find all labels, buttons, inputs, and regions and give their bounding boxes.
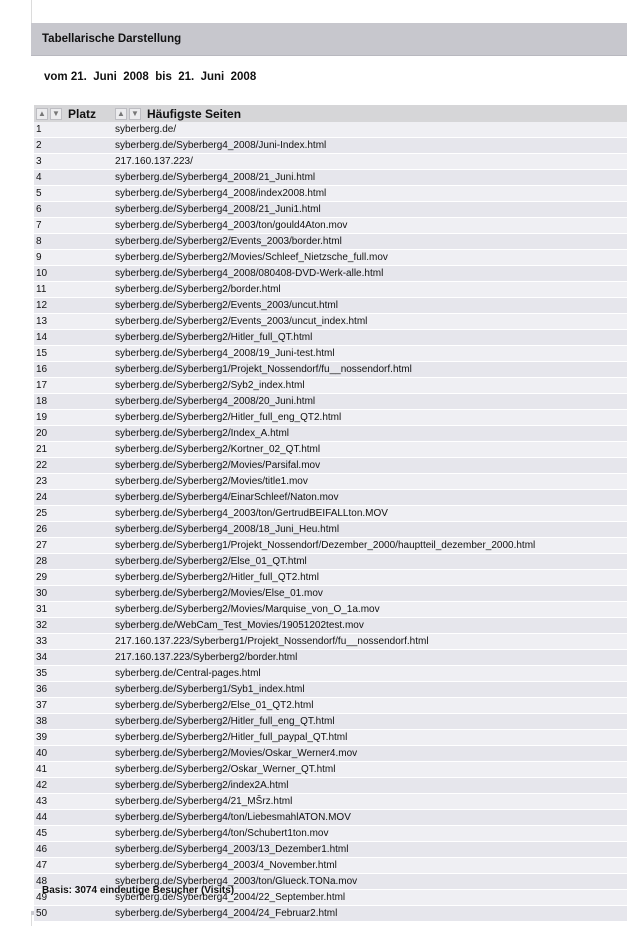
- rank-cell: 30: [36, 588, 48, 599]
- table-row: [34, 474, 627, 490]
- rank-cell: 43: [36, 796, 48, 807]
- rank-cell: 10: [36, 268, 48, 279]
- page-url-cell: syberberg.de/Syberberg2/Else_01_QT.html: [115, 556, 307, 567]
- table-row: [34, 762, 627, 778]
- page-url-cell: syberberg.de/Syberberg2/Events_2003/border.html: [115, 236, 342, 247]
- table-row: [34, 298, 627, 314]
- rank-cell: 33: [36, 636, 48, 647]
- rank-cell: 42: [36, 780, 48, 791]
- table-row: [34, 554, 627, 570]
- page-url-cell: syberberg.de/Syberberg2/Kortner_02_QT.html: [115, 444, 321, 455]
- table-row: [34, 442, 627, 458]
- sort-descending-icon[interactable]: ▼: [50, 108, 62, 120]
- table-row: [34, 330, 627, 346]
- top-pages-table: [34, 105, 627, 922]
- page-url-cell: 217.160.137.223/: [115, 156, 193, 167]
- rank-cell: 36: [36, 684, 48, 695]
- table-row: [34, 858, 627, 874]
- rank-cell: 11: [36, 284, 47, 295]
- page-url-cell: syberberg.de/Syberberg2/Syb2_index.html: [115, 380, 305, 391]
- panel-header: [31, 23, 627, 56]
- stats-panel: [31, 23, 627, 919]
- table-row: [34, 634, 627, 650]
- rank-cell: 27: [36, 540, 48, 551]
- page-url-cell: syberberg.de/Syberberg1/Projekt_Nossendorf/fu__nossendorf.html: [115, 364, 412, 375]
- page-url-cell: syberberg.de/Syberberg4_2008/21_Juni.html: [115, 172, 316, 183]
- page-url-cell: syberberg.de/Syberberg2/Movies/Parsifal.mov: [115, 460, 321, 471]
- table-body: [34, 122, 627, 922]
- left-margin: [0, 0, 32, 926]
- page-url-cell: syberberg.de/Syberberg4/ton/Schubert1ton.mov: [115, 828, 329, 839]
- table-row: [34, 586, 627, 602]
- rank-cell: 8: [36, 236, 42, 247]
- page-url-cell: syberberg.de/Syberberg4_2003/ton/gould4Aton.mov: [115, 220, 348, 231]
- page-url-cell: syberberg.de/Syberberg4_2003/ton/Glueck.TONa.mov: [115, 876, 358, 887]
- rank-cell: 37: [36, 700, 48, 711]
- table-row: [34, 506, 627, 522]
- table-row: [34, 346, 627, 362]
- rank-cell: 12: [36, 300, 48, 311]
- page-url-cell: syberberg.de/Syberberg4_2008/index2008.html: [115, 188, 327, 199]
- rank-cell: 49: [36, 892, 48, 903]
- rank-cell: 16: [36, 364, 48, 375]
- table-row: [34, 778, 627, 794]
- table-row: [34, 154, 627, 170]
- rank-cell: 48: [36, 876, 48, 887]
- table-row: [34, 314, 627, 330]
- page-url-cell: syberberg.de/Syberberg4/21_MŠrz.html: [115, 796, 293, 807]
- rank-cell: 34: [36, 652, 48, 663]
- table-row: [34, 826, 627, 842]
- table-row: [34, 122, 627, 138]
- rank-cell: 26: [36, 524, 48, 535]
- page-url-cell: syberberg.de/Syberberg4/EinarSchleef/Naton.mov: [115, 492, 339, 503]
- rank-cell: 31: [36, 604, 48, 615]
- rank-cell: 28: [36, 556, 48, 567]
- col-header-platz-label: Platz: [68, 106, 97, 121]
- panel-body: [31, 56, 627, 919]
- rank-cell: 24: [36, 492, 48, 503]
- table-row: [34, 794, 627, 810]
- table-row: [34, 362, 627, 378]
- page-url-cell: syberberg.de/WebCam_Test_Movies/19051202test.mov: [115, 620, 364, 631]
- rank-cell: 5: [36, 188, 42, 199]
- rank-cell: 22: [36, 460, 48, 471]
- table-row: [34, 490, 627, 506]
- page-url-cell: syberberg.de/Syberberg4_2003/13_Dezember1.html: [115, 844, 349, 855]
- panel-title: Tabellarische Darstellung: [42, 33, 182, 45]
- rank-cell: 7: [36, 220, 42, 231]
- page-url-cell: syberberg.de/Syberberg4_2008/20_Juni.html: [115, 396, 316, 407]
- page-url-cell: syberberg.de/Syberberg2/Movies/Marquise_von_O_1a.mov: [115, 604, 380, 615]
- table-row: [34, 570, 627, 586]
- rank-cell: 21: [36, 444, 48, 455]
- page-url-cell: syberberg.de/Syberberg1/Projekt_Nossendorf/Dezember_2000/hauptteil_dezember_2000.html: [115, 540, 536, 551]
- table-row: [34, 186, 627, 202]
- table-row: [34, 458, 627, 474]
- rank-cell: 4: [36, 172, 42, 183]
- pages-sort-controls: [115, 108, 141, 120]
- page-url-cell: syberberg.de/Syberberg4_2008/19_Juni-test.html: [115, 348, 335, 359]
- page-url-cell: syberberg.de/: [115, 124, 177, 135]
- page-url-cell: syberberg.de/Syberberg1/Syb1_index.html: [115, 684, 305, 695]
- page-url-cell: syberberg.de/Syberberg4_2008/Juni-Index.html: [115, 140, 327, 151]
- table-row: [34, 730, 627, 746]
- page-url-cell: syberberg.de/Syberberg2/Hitler_full_QT2.html: [115, 572, 319, 583]
- table-row: [34, 138, 627, 154]
- page-url-cell: 217.160.137.223/Syberberg1/Projekt_Nossendorf/fu__nossendorf.html: [115, 636, 429, 647]
- table-row: [34, 602, 627, 618]
- table-row: [34, 810, 627, 826]
- rank-cell: 2: [36, 140, 42, 151]
- rank-cell: 44: [36, 812, 48, 823]
- page-url-cell: syberberg.de/Syberberg2/Movies/Oskar_Werner4.mov: [115, 748, 358, 759]
- rank-cell: 6: [36, 204, 42, 215]
- platz-sort-controls: [36, 108, 62, 120]
- page-url-cell: syberberg.de/Syberberg2/Events_2003/uncut_index.html: [115, 316, 368, 327]
- table-row: [34, 650, 627, 666]
- rank-cell: 38: [36, 716, 48, 727]
- table-row: [34, 522, 627, 538]
- rank-cell: 20: [36, 428, 48, 439]
- rank-cell: 50: [36, 908, 48, 919]
- rank-cell: 15: [36, 348, 48, 359]
- rank-cell: 19: [36, 412, 48, 423]
- basis-note: Basis: 3074 eindeutige Besucher (Visits): [42, 885, 235, 896]
- table-row: [34, 170, 627, 186]
- page-url-cell: syberberg.de/Syberberg2/Hitler_full_eng_QT2.html: [115, 412, 342, 423]
- sort-ascending-icon[interactable]: ▲: [115, 108, 127, 120]
- rank-cell: 3: [36, 156, 42, 167]
- table-row: [34, 426, 627, 442]
- table-row: [34, 394, 627, 410]
- table-row: [34, 218, 627, 234]
- rank-cell: 25: [36, 508, 48, 519]
- table-row: [34, 410, 627, 426]
- table-row: [34, 250, 627, 266]
- table-row: [34, 618, 627, 634]
- page-url-cell: syberberg.de/Syberberg4_2008/080408-DVD-Werk-alle.html: [115, 268, 384, 279]
- page-url-cell: syberberg.de/Syberberg2/border.html: [115, 284, 281, 295]
- rank-cell: 45: [36, 828, 48, 839]
- rank-cell: 23: [36, 476, 48, 487]
- table-row: [34, 266, 627, 282]
- page-url-cell: syberberg.de/Syberberg4_2008/21_Juni1.html: [115, 204, 321, 215]
- page-url-cell: syberberg.de/Syberberg4_2004/24_Februar2.html: [115, 908, 338, 919]
- page-url-cell: syberberg.de/Syberberg4/ton/LiebesmahlATON.MOV: [115, 812, 351, 823]
- table-row: [34, 682, 627, 698]
- table-row: [34, 842, 627, 858]
- page-url-cell: syberberg.de/Syberberg2/Hitler_full_QT.html: [115, 332, 313, 343]
- rank-cell: 40: [36, 748, 48, 759]
- page-url-cell: syberberg.de/Syberberg2/Oskar_Werner_QT.html: [115, 764, 336, 775]
- page-url-cell: syberberg.de/Syberberg2/index2A.html: [115, 780, 289, 791]
- table-row: [34, 698, 627, 714]
- table-row: [34, 746, 627, 762]
- page-url-cell: syberberg.de/Syberberg2/Hitler_full_eng_QT.html: [115, 716, 335, 727]
- rank-cell: 46: [36, 844, 48, 855]
- rank-cell: 13: [36, 316, 48, 327]
- page-url-cell: syberberg.de/Syberberg4_2004/22_September.html: [115, 892, 346, 903]
- col-header-pages-label: Häufigste Seiten: [147, 106, 242, 121]
- col-header-pages: [115, 107, 241, 121]
- sort-ascending-icon[interactable]: ▲: [36, 108, 48, 120]
- table-row: [34, 282, 627, 298]
- table-header: [34, 105, 627, 122]
- col-header-platz: [34, 107, 115, 121]
- rank-cell: 35: [36, 668, 48, 679]
- page-url-cell: syberberg.de/Syberberg2/Movies/title1.mov: [115, 476, 308, 487]
- page-url-cell: syberberg.de/Syberberg4_2003/ton/GertrudBEIFALLton.MOV: [115, 508, 388, 519]
- rank-cell: 29: [36, 572, 48, 583]
- table-row: [34, 202, 627, 218]
- page-url-cell: syberberg.de/Syberberg2/Events_2003/uncut.html: [115, 300, 338, 311]
- page-url-cell: syberberg.de/Syberberg4_2008/18_Juni_Heu.html: [115, 524, 340, 535]
- table-row: [34, 666, 627, 682]
- rank-cell: 41: [36, 764, 48, 775]
- table-row: [34, 378, 627, 394]
- rank-cell: 47: [36, 860, 48, 871]
- page-url-cell: syberberg.de/Syberberg2/Movies/Schleef_Nietzsche_full.mov: [115, 252, 388, 263]
- page-url-cell: syberberg.de/Syberberg2/Movies/Else_01.mov: [115, 588, 323, 599]
- page-url-cell: syberberg.de/Central-pages.html: [115, 668, 261, 679]
- page-url-cell: 217.160.137.223/Syberberg2/border.html: [115, 652, 298, 663]
- sort-descending-icon[interactable]: ▼: [129, 108, 141, 120]
- page-url-cell: syberberg.de/Syberberg2/Index_A.html: [115, 428, 289, 439]
- rank-cell: 1: [36, 124, 42, 135]
- rank-cell: 17: [36, 380, 48, 391]
- page-url-cell: syberberg.de/Syberberg4_2003/4_November.html: [115, 860, 337, 871]
- table-row: [34, 714, 627, 730]
- rank-cell: 18: [36, 396, 48, 407]
- date-range: vom 21. Juni 2008 bis 21. Juni 2008: [44, 71, 257, 83]
- page-url-cell: syberberg.de/Syberberg2/Hitler_full_paypal_QT.html: [115, 732, 348, 743]
- rank-cell: 39: [36, 732, 48, 743]
- rank-cell: 32: [36, 620, 48, 631]
- table-row: [34, 234, 627, 250]
- table-row: [34, 538, 627, 554]
- rank-cell: 9: [36, 252, 42, 263]
- page-url-cell: syberberg.de/Syberberg2/Else_01_QT2.html: [115, 700, 314, 711]
- rank-cell: 14: [36, 332, 48, 343]
- table-row: [34, 906, 627, 922]
